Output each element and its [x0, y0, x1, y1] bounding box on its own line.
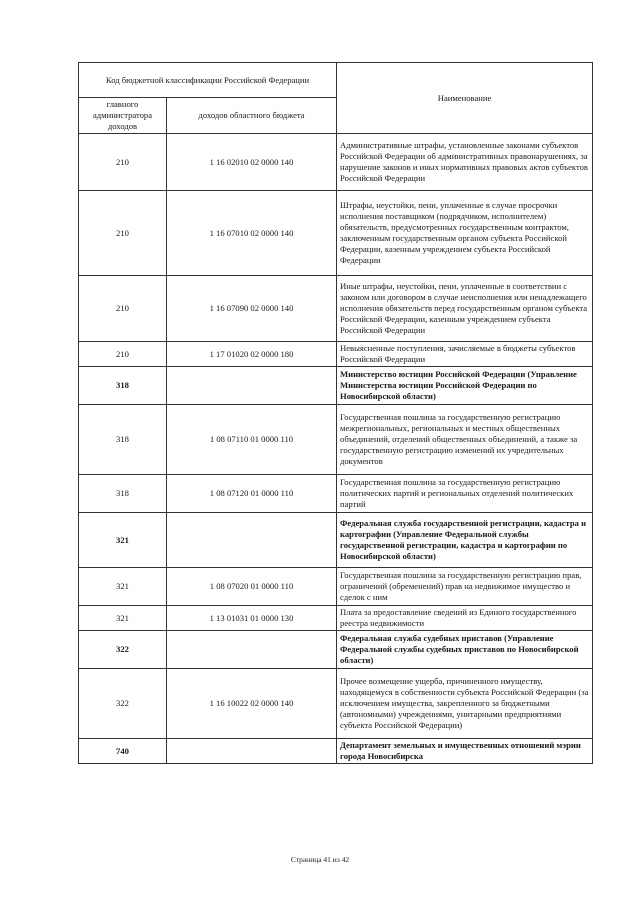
row-income-code: 1 08 07110 01 0000 110 [167, 405, 337, 475]
row-admin-code: 740 [79, 739, 167, 764]
table-row [79, 568, 593, 606]
row-admin-code: 321 [79, 568, 167, 606]
row-admin-code: 321 [79, 513, 167, 568]
table-row [79, 475, 593, 513]
row-name: Государственная пошлина за государственную регистрацию политических партий и региональных отделений политических партий [337, 475, 593, 513]
table-row [79, 134, 593, 191]
header-income: доходов областного бюджета [167, 98, 337, 134]
row-admin-code: 318 [79, 367, 167, 405]
row-income-code: 1 16 10022 02 0000 140 [167, 669, 337, 739]
budget-classification-table [78, 62, 593, 764]
row-admin-code: 210 [79, 342, 167, 367]
row-name: Прочее возмещение ущерба, причиненного имуществу, находящемуся в собственности субъекта Российской Федерации (за исключением имущества, закрепленного за бюджетными (автономными) учреждениями, унитарными предприятиями субъекта Российской Федерации) [337, 669, 593, 739]
header-name: Наименование [337, 63, 593, 134]
table-row [79, 606, 593, 631]
row-income-code: 1 17 01020 02 0000 180 [167, 342, 337, 367]
row-income-code: 1 16 02010 02 0000 140 [167, 134, 337, 191]
row-name: Государственная пошлина за государственную регистрацию прав, ограничений (обременений) прав на недвижимое имущество и сделок с ним [337, 568, 593, 606]
row-name: Федеральная служба судебных приставов (Управление Федеральной службы судебных приставов по Новосибирской области) [337, 631, 593, 669]
header-code-group: Код бюджетной классификации Российской Федерации [79, 63, 337, 98]
row-admin-code: 318 [79, 405, 167, 475]
row-income-code [167, 367, 337, 405]
row-name: Федеральная служба государственной регистрации, кадастра и картографии (Управление Федеральной службы государственной регистрации, кадастра и картографии по Новосибирской области) [337, 513, 593, 568]
row-name: Министерство юстиции Российской Федерации (Управление Министерства юстиции Российской Федерации по Новосибирской области) [337, 367, 593, 405]
row-income-code: 1 16 07090 02 0000 140 [167, 276, 337, 342]
table-row [79, 513, 593, 568]
table-row [79, 191, 593, 276]
row-income-code: 1 13 01031 01 0000 130 [167, 606, 337, 631]
table-row [79, 367, 593, 405]
row-name: Невыясненные поступления, зачисляемые в бюджеты субъектов Российской Федерации [337, 342, 593, 367]
row-income-code: 1 08 07020 01 0000 110 [167, 568, 337, 606]
row-income-code [167, 513, 337, 568]
row-income-code [167, 739, 337, 764]
row-income-code: 1 08 07120 01 0000 110 [167, 475, 337, 513]
row-name: Административные штрафы, установленные законами субъектов Российской Федерации об административных правонарушениях, за нарушение законов и иных нормативных правовых актов субъектов Российской Федерации [337, 134, 593, 191]
row-name: Государственная пошлина за государственную регистрацию межрегиональных, региональных и местных общественных объединений, отделений общественных объединений, а также за государственную регистрацию изменений их учредительных документов [337, 405, 593, 475]
row-admin-code: 210 [79, 191, 167, 276]
row-admin-code: 322 [79, 669, 167, 739]
row-admin-code: 210 [79, 134, 167, 191]
table-row [79, 342, 593, 367]
row-name: Департамент земельных и имущественных отношений мэрии города Новосибирска [337, 739, 593, 764]
row-admin-code: 318 [79, 475, 167, 513]
table-row [79, 631, 593, 669]
row-admin-code: 321 [79, 606, 167, 631]
row-income-code [167, 631, 337, 669]
header-admin: главного администратора доходов [79, 98, 167, 134]
table-row [79, 739, 593, 764]
table-row [79, 276, 593, 342]
table-row [79, 405, 593, 475]
row-name: Иные штрафы, неустойки, пени, уплаченные в соответствии с законом или договором в случае неисполнения или ненадлежащего исполнения обязательств перед государственным органом субъекта Российской Федерации, казенным учреждением субъекта Российской Федерации [337, 276, 593, 342]
row-admin-code: 210 [79, 276, 167, 342]
row-name: Штрафы, неустойки, пени, уплаченные в случае просрочки исполнения поставщиком (подрядчиком, исполнителем) обязательств, предусмотренных государственным контрактом, заключенным государственным органом субъекта Российской Федерации, казенным учреждением субъекта Российской Федерации [337, 191, 593, 276]
table-row [79, 669, 593, 739]
row-name: Плата за предоставление сведений из Единого государственного реестра недвижимости [337, 606, 593, 631]
row-income-code: 1 16 07010 02 0000 140 [167, 191, 337, 276]
page-footer: Страница 41 из 42 [290, 855, 350, 864]
row-admin-code: 322 [79, 631, 167, 669]
table-body [79, 134, 593, 764]
